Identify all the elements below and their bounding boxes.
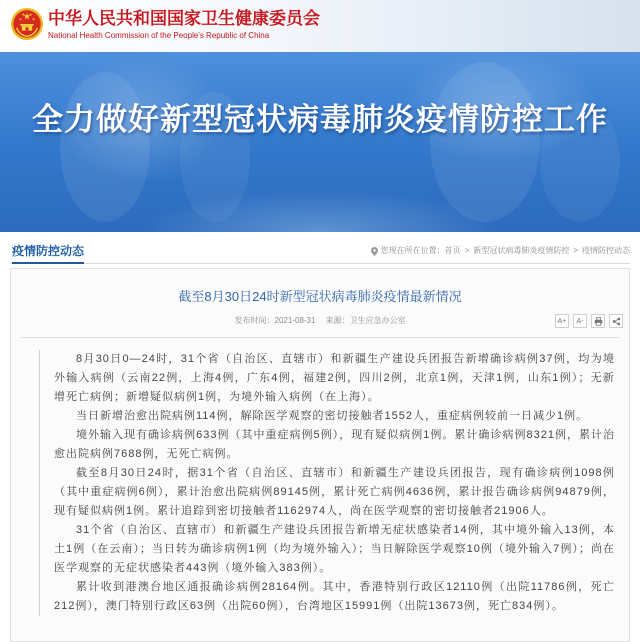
article-panel [10, 268, 630, 642]
print-icon [594, 317, 603, 326]
section-title[interactable]: 疫情防控动态 [12, 240, 84, 264]
site-header [0, 0, 640, 52]
publish-label: 发布时间： [234, 316, 275, 325]
banner-decoration [60, 72, 150, 222]
font-larger-button[interactable]: A+ [555, 314, 569, 328]
banner-decoration [430, 62, 540, 222]
article-paragraph: 境外输入现有确诊病例633例（其中重症病例5例），现有疑似病例1例。累计确诊病例8321例，累计治愈出院病例7688例，无死亡病例。 [54, 429, 615, 460]
article-paragraph: 截至8月30日24时，据31个省（自治区、直辖市）和新疆生产建设兵团报告，现有确诊病例1098例（其中重症病例6例），累计治愈出院病例89145例，累计死亡病例4636例，累计报告确诊病例94879例，现有疑似病例1例。累计追踪到密切接触者1162974人，尚在医学观察的密切接触者21906人。 [54, 467, 615, 517]
breadcrumb-item-current[interactable]: 疫情防控动态 [582, 246, 630, 255]
topic-banner[interactable] [0, 52, 640, 232]
banner-title: 全力做好新型冠状病毒肺炎疫情防控工作 [32, 102, 608, 137]
breadcrumb-separator: > [573, 246, 578, 255]
breadcrumb-item-home[interactable]: 首页 [444, 246, 461, 255]
site-name-cn: 中华人民共和国国家卫生健康委员会 [48, 9, 320, 28]
source-value: 卫生应急办公室 [349, 316, 406, 325]
breadcrumb [371, 240, 630, 262]
print-button[interactable] [591, 314, 605, 328]
section-header [10, 240, 630, 264]
article-body [39, 350, 629, 616]
article-divider [21, 337, 619, 338]
publish-date: 2021-08-31 [274, 316, 316, 325]
share-icon [612, 317, 621, 326]
article-tools [555, 314, 623, 328]
article-meta [11, 313, 629, 329]
source-label: 来源： [325, 316, 350, 325]
share-button[interactable] [609, 314, 623, 328]
breadcrumb-item-covid-prevention[interactable]: 新型冠状病毒肺炎疫情防控 [473, 246, 570, 255]
location-pin-icon [371, 247, 378, 256]
article-title: 截至8月30日24时新型冠状病毒肺炎疫情最新情况 [178, 289, 462, 304]
article-paragraph: 当日新增治愈出院病例114例，解除医学观察的密切接触者1552人，重症病例较前一日减少1例。 [76, 410, 589, 422]
site-name-en: National Health Commission of the People's Republic of China [48, 31, 270, 40]
font-smaller-button[interactable]: A- [573, 314, 587, 328]
breadcrumb-separator: > [464, 246, 470, 255]
national-emblem-icon [10, 7, 44, 41]
breadcrumb-label: 您现在所在位置： [380, 246, 445, 255]
article-paragraph: 累计收到港澳台地区通报确诊病例28164例。其中，香港特别行政区12110例（出院11786例，死亡212例），澳门特别行政区63例（出院60例），台湾地区15991例（出院13673例，死亡834例）。 [54, 581, 615, 612]
article-meta-row [11, 313, 629, 329]
site-logo[interactable] [0, 0, 360, 52]
article-paragraph: 8月30日0—24时，31个省（自治区、直辖市）和新疆生产建设兵团报告新增确诊病例37例，均为境外输入病例（云南22例，上海4例，广东4例，福建2例，四川2例，北京1例，天津1例，山东1例）；无新增死亡病例；新增疑似病例1例，为境外输入病例（在上海）。 [54, 353, 615, 403]
article-paragraph: 31个省（自治区、直辖市）和新疆生产建设兵团报告新增无症状感染者14例，其中境外输入13例，本土1例（在云南）；当日转为确诊病例1例（均为境外输入）；当日解除医学观察10例（境外输入7例）；尚在医学观察的无症状感染者443例（境外输入383例）。 [54, 524, 615, 574]
